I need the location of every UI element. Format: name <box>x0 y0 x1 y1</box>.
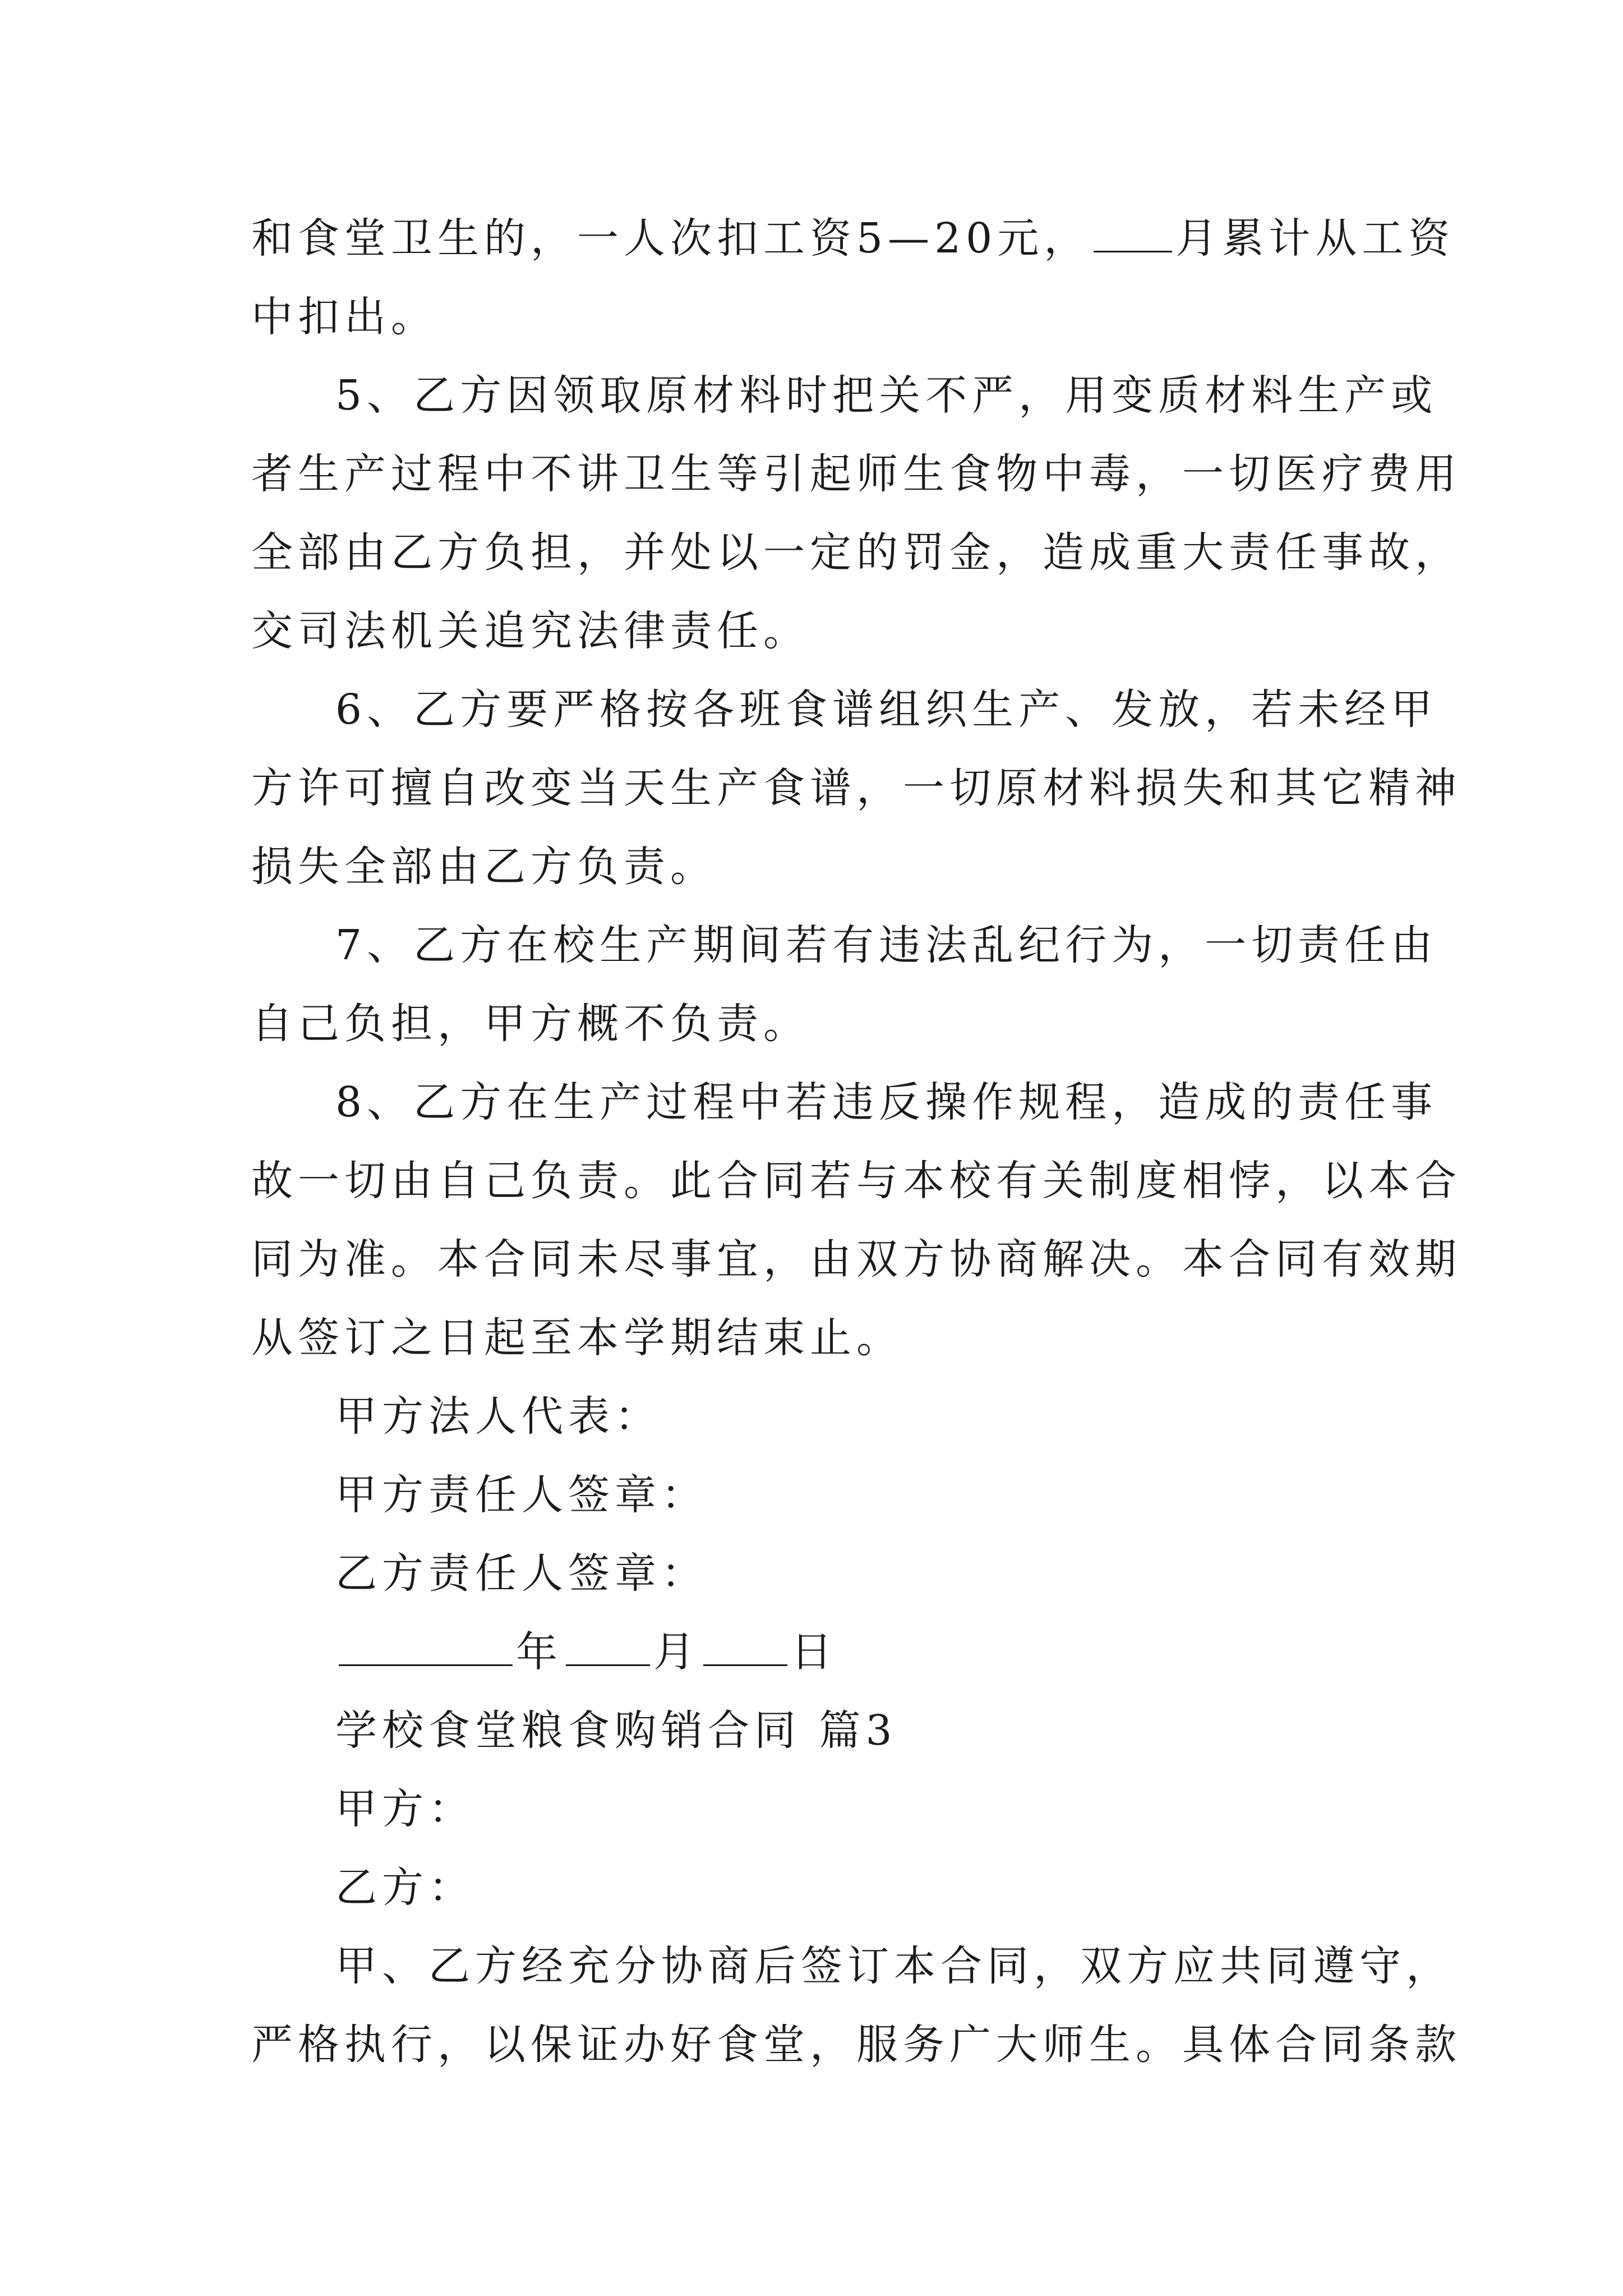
party-a-responsible-label: 甲方责任人签章： <box>335 1471 708 1519</box>
year-label: 年 <box>516 1628 562 1676</box>
text-fragment: 月累计从工资 <box>1175 214 1455 263</box>
section-3-title: 学校食堂粮食购销合同 篇3 <box>335 1706 897 1755</box>
section-3-intro-line-1: 甲、乙方经充分协商后签订本合同，双方应共同遵守， <box>335 1942 1453 1990</box>
paragraph-6-line-2: 方许可擅自改变当天生产食谱，一切原材料损失和其它精神 <box>251 764 1461 812</box>
day-label: 日 <box>791 1628 837 1676</box>
paragraph-5-line-4: 交司法机关追究法律责任。 <box>251 607 810 655</box>
year-blank <box>339 1625 513 1666</box>
section-3-party-a-label: 甲方： <box>335 1785 475 1833</box>
month-label: 月 <box>653 1628 700 1676</box>
section-3-party-b-label: 乙方： <box>335 1864 475 1912</box>
paragraph-4-line-2: 中扣出。 <box>251 293 437 341</box>
paragraph-7-line-2: 自己负担，甲方概不负责。 <box>251 1000 810 1048</box>
paragraph-8-line-3: 同为准。本合同未尽事宜，由双方协商解决。本合同有效期 <box>251 1235 1461 1283</box>
paragraph-6-line-1: 6、乙方要严格按各班食谱组织生产、发放，若未经甲 <box>335 685 1438 734</box>
date-line <box>251 1613 1390 1691</box>
paragraph-8-line-4: 从签订之日起至本学期结束止。 <box>251 1314 903 1362</box>
paragraph-5-line-1: 5、乙方因领取原材料时把关不严，用变质材料生产或 <box>335 371 1438 420</box>
text-fragment: 和食堂卫生的，一人次扣工资5—20元， <box>251 214 1091 263</box>
party-b-responsible-label: 乙方责任人签章： <box>335 1549 708 1598</box>
month-blank <box>566 1625 650 1666</box>
paragraph-8-line-1: 8、乙方在生产过程中若违反操作规程，造成的责任事 <box>335 1078 1438 1126</box>
day-blank <box>703 1625 787 1666</box>
paragraph-8-line-2: 故一切由自己负责。此合同若与本校有关制度相悖，以本合 <box>251 1157 1461 1205</box>
paragraph-5-line-3: 全部由乙方负担，并处以一定的罚金，造成重大责任事故， <box>251 528 1461 577</box>
paragraph-5-line-2: 者生产过程中不讲卫生等引起师生食物中毒，一切医疗费用 <box>251 450 1461 498</box>
section-3-intro-line-2: 严格执行，以保证办好食堂，服务广大师生。具体合同条款 <box>251 2021 1461 2069</box>
paragraph-6-line-3: 损失全部由乙方负责。 <box>251 843 717 891</box>
paragraph-4-line-1 <box>251 199 1455 278</box>
fill-in-blank <box>1094 211 1172 252</box>
document-body <box>251 199 1461 2084</box>
party-a-legal-rep-label: 甲方法人代表： <box>335 1392 661 1441</box>
paragraph-7-line-1: 7、乙方在校生产期间若有违法乱纪行为，一切责任由 <box>335 921 1438 969</box>
